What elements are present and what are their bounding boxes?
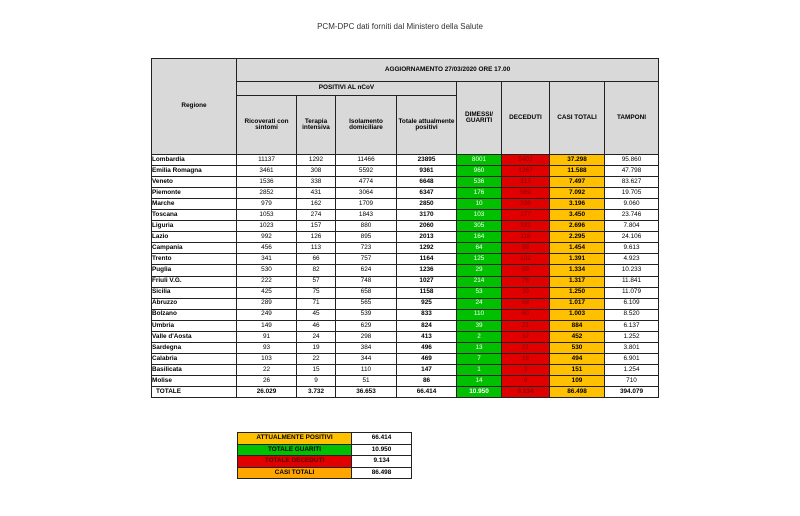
cell-dimessi: 24 — [457, 298, 502, 309]
header-ricoverati: Ricoverati con sintomi — [237, 96, 297, 155]
cell-casi: 7.092 — [550, 188, 605, 199]
cell-deceduti: 21 — [502, 342, 550, 353]
summary-label: CASI TOTALI — [238, 467, 352, 479]
summary-value: 9.134 — [352, 456, 412, 468]
cell-totale: 3170 — [397, 210, 457, 221]
cell-totale: 2060 — [397, 221, 457, 232]
header-positivi: POSITIVI AL nCoV — [237, 82, 457, 96]
cell-regione: Lazio — [152, 232, 237, 243]
cell-regione: Toscana — [152, 210, 237, 221]
cell-casi: 151 — [550, 364, 605, 375]
cell-isolamento: 344 — [336, 353, 397, 364]
cell-terapia: 1292 — [297, 155, 336, 166]
cell-totale: 2013 — [397, 232, 457, 243]
summary-row — [238, 456, 412, 468]
cell-terapia: 308 — [297, 166, 336, 177]
cell-terapia: 338 — [297, 177, 336, 188]
cell-totale: 1158 — [397, 287, 457, 298]
cell-terapia: 45 — [297, 309, 336, 320]
cell-terapia: 162 — [297, 199, 336, 210]
table-row — [152, 375, 659, 386]
cell-dimessi: 110 — [457, 309, 502, 320]
cell-dimessi: 125 — [457, 254, 502, 265]
cell-deceduti: 68 — [502, 298, 550, 309]
cell-deceduti: 177 — [502, 210, 550, 221]
cell-casi: 3.196 — [550, 199, 605, 210]
cell-regione: Puglia — [152, 265, 237, 276]
cell-tamponi: 3.801 — [605, 342, 659, 353]
cell-ricoverati: 11137 — [237, 155, 297, 166]
cell-isolamento: 384 — [336, 342, 397, 353]
cell-regione: Trento — [152, 254, 237, 265]
cell-dimessi: 214 — [457, 276, 502, 287]
cell-casi: 1.250 — [550, 287, 605, 298]
cell-regione: Sicilia — [152, 287, 237, 298]
cell-tamponi: 4.923 — [605, 254, 659, 265]
cell-isolamento: 1709 — [336, 199, 397, 210]
cell-dimessi: 176 — [457, 188, 502, 199]
cell-isolamento: 11466 — [336, 155, 397, 166]
cell-regione: Umbria — [152, 320, 237, 331]
cell-ricoverati: 2852 — [237, 188, 297, 199]
cell-deceduti: 98 — [502, 243, 550, 254]
cell-casi: 11.588 — [550, 166, 605, 177]
cell-ricoverati: 1053 — [237, 210, 297, 221]
summary-row — [238, 433, 412, 445]
cell-terapia: 157 — [297, 221, 336, 232]
cell-dimessi: 53 — [457, 287, 502, 298]
cell-deceduti: 313 — [502, 177, 550, 188]
header-casi-totali: CASI TOTALI — [550, 82, 605, 155]
summary-label: ATTUALMENTE POSITIVI — [238, 433, 352, 445]
cell-casi: 109 — [550, 375, 605, 386]
cell-regione: Calabria — [152, 353, 237, 364]
header-deceduti: DECEDUTI — [502, 82, 550, 155]
cell-dimessi: 536 — [457, 177, 502, 188]
cell-deceduti: 3 — [502, 364, 550, 375]
cell-dimessi: 14 — [457, 375, 502, 386]
cell-deceduti: 60 — [502, 309, 550, 320]
cell-dimessi: 960 — [457, 166, 502, 177]
table-row — [152, 155, 659, 166]
cell-dimessi: 39 — [457, 320, 502, 331]
table-row — [152, 353, 659, 364]
total-ricoverati: 26.029 — [237, 386, 297, 397]
cell-casi: 884 — [550, 320, 605, 331]
table-row — [152, 254, 659, 265]
cell-deceduti: 569 — [502, 188, 550, 199]
cell-dimessi: 7 — [457, 353, 502, 364]
cell-regione: Molise — [152, 375, 237, 386]
cell-casi: 494 — [550, 353, 605, 364]
header-tamponi: TAMPONI — [605, 82, 659, 155]
cell-isolamento: 624 — [336, 265, 397, 276]
cell-isolamento: 748 — [336, 276, 397, 287]
cell-terapia: 15 — [297, 364, 336, 375]
header-totale-positivi: Totale attualmente positivi — [397, 96, 457, 155]
cell-casi: 1.317 — [550, 276, 605, 287]
cell-tamponi: 1.254 — [605, 364, 659, 375]
cell-totale: 9361 — [397, 166, 457, 177]
total-totale: 66.414 — [397, 386, 457, 397]
cell-deceduti: 5402 — [502, 155, 550, 166]
cell-deceduti: 118 — [502, 232, 550, 243]
table-row — [152, 199, 659, 210]
cell-tamponi: 83.627 — [605, 177, 659, 188]
cell-deceduti: 1267 — [502, 166, 550, 177]
total-casi: 86.498 — [550, 386, 605, 397]
cell-dimessi: 2 — [457, 331, 502, 342]
cell-deceduti: 18 — [502, 353, 550, 364]
cell-terapia: 9 — [297, 375, 336, 386]
cell-isolamento: 723 — [336, 243, 397, 254]
cell-tamponi: 710 — [605, 375, 659, 386]
cell-regione: Lombardia — [152, 155, 237, 166]
table-body — [152, 155, 659, 398]
cell-ricoverati: 3461 — [237, 166, 297, 177]
cell-tamponi: 10.233 — [605, 265, 659, 276]
cell-deceduti: 39 — [502, 287, 550, 298]
cell-regione: Veneto — [152, 177, 237, 188]
cell-terapia: 19 — [297, 342, 336, 353]
cell-deceduti: 76 — [502, 276, 550, 287]
total-tamponi: 394.079 — [605, 386, 659, 397]
cell-ricoverati: 530 — [237, 265, 297, 276]
cell-tamponi: 11.079 — [605, 287, 659, 298]
cell-regione: Valle d'Aosta — [152, 331, 237, 342]
cell-ricoverati: 91 — [237, 331, 297, 342]
table-row — [152, 331, 659, 342]
table-row — [152, 298, 659, 309]
cell-casi: 37.298 — [550, 155, 605, 166]
table-row — [152, 265, 659, 276]
summary-label: TOTALE DECEDUTI — [238, 456, 352, 468]
cell-totale: 1027 — [397, 276, 457, 287]
total-dimessi: 10.950 — [457, 386, 502, 397]
cell-deceduti: 37 — [502, 331, 550, 342]
summary-label: TOTALE GUARITI — [238, 444, 352, 456]
cell-tamponi: 47.798 — [605, 166, 659, 177]
table-row — [152, 243, 659, 254]
cell-isolamento: 895 — [336, 232, 397, 243]
cell-dimessi: 305 — [457, 221, 502, 232]
cell-tamponi: 6.901 — [605, 353, 659, 364]
cell-isolamento: 4774 — [336, 177, 397, 188]
cell-regione: Bolzano — [152, 309, 237, 320]
cell-terapia: 22 — [297, 353, 336, 364]
cell-totale: 496 — [397, 342, 457, 353]
cell-ricoverati: 249 — [237, 309, 297, 320]
cell-tamponi: 7.804 — [605, 221, 659, 232]
cell-tamponi: 8.520 — [605, 309, 659, 320]
cell-ricoverati: 456 — [237, 243, 297, 254]
total-deceduti: 9.134 — [502, 386, 550, 397]
cell-regione: Basilicata — [152, 364, 237, 375]
cell-ricoverati: 1536 — [237, 177, 297, 188]
cell-casi: 452 — [550, 331, 605, 342]
cell-casi: 1.334 — [550, 265, 605, 276]
cell-terapia: 24 — [297, 331, 336, 342]
cell-tamponi: 23.746 — [605, 210, 659, 221]
cell-isolamento: 51 — [336, 375, 397, 386]
cell-isolamento: 658 — [336, 287, 397, 298]
table-row — [152, 287, 659, 298]
cell-tamponi: 6.137 — [605, 320, 659, 331]
cell-totale: 1292 — [397, 243, 457, 254]
cell-ricoverati: 103 — [237, 353, 297, 364]
cell-totale: 6648 — [397, 177, 457, 188]
cell-deceduti: 9 — [502, 375, 550, 386]
cell-isolamento: 5592 — [336, 166, 397, 177]
cell-ricoverati: 22 — [237, 364, 297, 375]
total-regione: TOTALE — [152, 386, 237, 397]
cell-ricoverati: 149 — [237, 320, 297, 331]
summary-value: 66.414 — [352, 433, 412, 445]
cell-dimessi: 103 — [457, 210, 502, 221]
cell-isolamento: 110 — [336, 364, 397, 375]
table-row — [152, 166, 659, 177]
cell-terapia: 66 — [297, 254, 336, 265]
cell-isolamento: 565 — [336, 298, 397, 309]
cell-casi: 530 — [550, 342, 605, 353]
cell-deceduti: 21 — [502, 320, 550, 331]
table-row — [152, 276, 659, 287]
cell-ricoverati: 425 — [237, 287, 297, 298]
table-row — [152, 320, 659, 331]
table-row — [152, 177, 659, 188]
cell-terapia: 71 — [297, 298, 336, 309]
table-row — [152, 342, 659, 353]
cell-totale: 469 — [397, 353, 457, 364]
cell-terapia: 113 — [297, 243, 336, 254]
cell-tamponi: 95.860 — [605, 155, 659, 166]
cell-terapia: 431 — [297, 188, 336, 199]
total-isolamento: 36.653 — [336, 386, 397, 397]
cell-totale: 1164 — [397, 254, 457, 265]
cell-regione: Friuli V.G. — [152, 276, 237, 287]
page-caption: PCM-DPC dati forniti dal Ministero della Salute — [317, 22, 483, 31]
cell-terapia: 274 — [297, 210, 336, 221]
cell-terapia: 126 — [297, 232, 336, 243]
cell-casi: 1.003 — [550, 309, 605, 320]
table-row — [152, 221, 659, 232]
cell-deceduti: 331 — [502, 221, 550, 232]
cell-tamponi: 1.252 — [605, 331, 659, 342]
cell-casi: 7.497 — [550, 177, 605, 188]
cell-terapia: 46 — [297, 320, 336, 331]
summary-value: 10.950 — [352, 444, 412, 456]
header-terapia: Terapia intensiva — [297, 96, 336, 155]
cell-dimessi: 164 — [457, 232, 502, 243]
header-dimessi: DIMESSI/ GUARITI — [457, 82, 502, 155]
cell-isolamento: 1843 — [336, 210, 397, 221]
cell-tamponi: 11.841 — [605, 276, 659, 287]
cell-casi: 3.450 — [550, 210, 605, 221]
cell-isolamento: 629 — [336, 320, 397, 331]
table-row — [152, 232, 659, 243]
header-update: AGGIORNAMENTO 27/03/2020 ORE 17.00 — [237, 59, 659, 82]
cell-isolamento: 3064 — [336, 188, 397, 199]
header-regione: Regione — [152, 59, 237, 155]
cell-casi: 1.017 — [550, 298, 605, 309]
cell-dimessi: 13 — [457, 342, 502, 353]
table-row — [152, 309, 659, 320]
cell-ricoverati: 222 — [237, 276, 297, 287]
summary-table — [237, 432, 412, 479]
cell-deceduti: 102 — [502, 254, 550, 265]
cell-regione: Campania — [152, 243, 237, 254]
cell-tamponi: 6.109 — [605, 298, 659, 309]
covid-data-table — [151, 58, 659, 398]
cell-ricoverati: 1023 — [237, 221, 297, 232]
cell-totale: 147 — [397, 364, 457, 375]
totals-row — [152, 386, 659, 397]
cell-ricoverati: 341 — [237, 254, 297, 265]
cell-casi: 2.696 — [550, 221, 605, 232]
cell-dimessi: 64 — [457, 243, 502, 254]
cell-tamponi: 9.060 — [605, 199, 659, 210]
cell-isolamento: 757 — [336, 254, 397, 265]
summary-value: 86.498 — [352, 467, 412, 479]
cell-isolamento: 880 — [336, 221, 397, 232]
cell-totale: 23895 — [397, 155, 457, 166]
header-isolamento: Isolamento domiciliare — [336, 96, 397, 155]
cell-tamponi: 19.705 — [605, 188, 659, 199]
cell-regione: Piemonte — [152, 188, 237, 199]
cell-totale: 833 — [397, 309, 457, 320]
cell-terapia: 82 — [297, 265, 336, 276]
cell-totale: 1236 — [397, 265, 457, 276]
total-terapia: 3.732 — [297, 386, 336, 397]
cell-casi: 2.295 — [550, 232, 605, 243]
cell-totale: 86 — [397, 375, 457, 386]
cell-terapia: 57 — [297, 276, 336, 287]
cell-ricoverati: 93 — [237, 342, 297, 353]
cell-casi: 1.391 — [550, 254, 605, 265]
cell-dimessi: 10 — [457, 199, 502, 210]
cell-deceduti: 336 — [502, 199, 550, 210]
cell-ricoverati: 979 — [237, 199, 297, 210]
cell-tamponi: 9.613 — [605, 243, 659, 254]
cell-regione: Emilia Romagna — [152, 166, 237, 177]
cell-regione: Sardegna — [152, 342, 237, 353]
cell-dimessi: 29 — [457, 265, 502, 276]
cell-casi: 1.454 — [550, 243, 605, 254]
summary-row — [238, 467, 412, 479]
cell-dimessi: 8001 — [457, 155, 502, 166]
cell-totale: 824 — [397, 320, 457, 331]
table-row — [152, 364, 659, 375]
cell-dimessi: 1 — [457, 364, 502, 375]
cell-totale: 6347 — [397, 188, 457, 199]
cell-ricoverati: 289 — [237, 298, 297, 309]
cell-deceduti: 69 — [502, 265, 550, 276]
cell-isolamento: 298 — [336, 331, 397, 342]
cell-regione: Marche — [152, 199, 237, 210]
cell-regione: Abruzzo — [152, 298, 237, 309]
table-row — [152, 188, 659, 199]
cell-totale: 413 — [397, 331, 457, 342]
cell-ricoverati: 992 — [237, 232, 297, 243]
table-row — [152, 210, 659, 221]
cell-terapia: 75 — [297, 287, 336, 298]
cell-tamponi: 24.106 — [605, 232, 659, 243]
cell-isolamento: 539 — [336, 309, 397, 320]
summary-row — [238, 444, 412, 456]
cell-regione: Liguria — [152, 221, 237, 232]
cell-totale: 925 — [397, 298, 457, 309]
cell-ricoverati: 26 — [237, 375, 297, 386]
cell-totale: 2850 — [397, 199, 457, 210]
